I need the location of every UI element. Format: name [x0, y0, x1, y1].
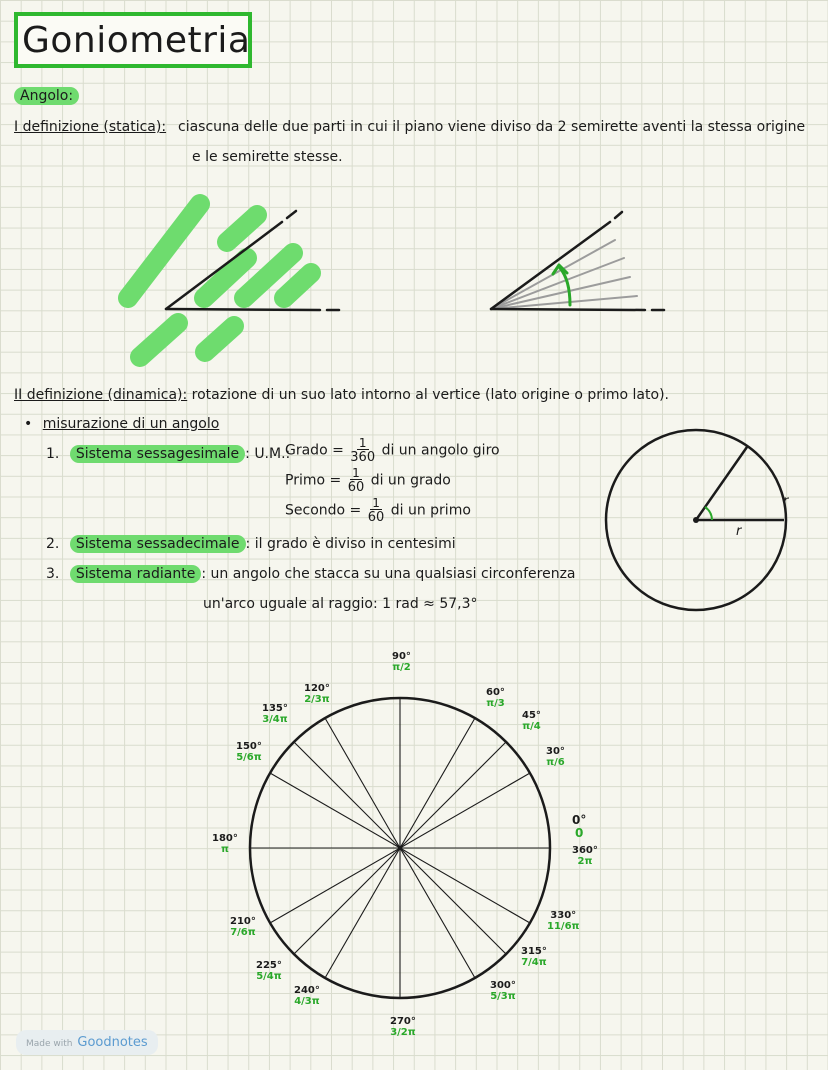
def1-text-line1: ciascuna delle due parti in cui il piano viene diviso da 2 semirette aventi la stessa origine [178, 119, 806, 135]
page-title: Goniometria [22, 20, 251, 61]
label-270: 270° 3/2π [390, 1016, 416, 1038]
label-330: 330° 11/6π [547, 910, 580, 932]
list-item-sep: : [245, 446, 250, 462]
label-180: 180° π [212, 833, 238, 855]
grado-row [285, 437, 500, 464]
def1-text-line2: e le semirette stesse. [192, 149, 343, 165]
secondo-label: Secondo = [285, 502, 362, 519]
fraction-denominator: 60 [367, 510, 385, 525]
label-45: 45° π/4 [522, 710, 541, 732]
fraction-numerator: 1 [358, 436, 367, 450]
label-135: 135° 3/4π [262, 703, 288, 725]
label-0: 0° 0 [572, 813, 587, 840]
list-item-sessagesimale [46, 446, 290, 462]
list-item-number: 3. [46, 566, 60, 582]
list-item-label: Sistema sessagesimale [70, 445, 245, 463]
label-120: 120° 2/3π [304, 683, 330, 705]
def2 [14, 387, 669, 403]
list-item-label: Sistema sessadecimale [70, 535, 246, 553]
label-210: 210° 7/6π [230, 916, 256, 938]
secondo-text: di un primo [390, 502, 471, 519]
measure-heading-text: misurazione di un angolo [42, 416, 220, 432]
primo-fraction [348, 467, 365, 494]
um-label: U.M.: [254, 446, 291, 462]
label-315: 315° 7/4π [521, 946, 547, 968]
radian-definition: un'arco uguale al raggio: 1 rad ≈ 57,3° [203, 596, 478, 612]
primo-row [285, 467, 451, 494]
label-60: 60° π/3 [486, 687, 505, 709]
list-item-sessadecimale [46, 536, 456, 552]
list-item-number: 1. [46, 446, 60, 462]
label-240: 240° 4/3π [294, 985, 320, 1007]
section-heading [14, 88, 79, 104]
list-item-radiante [46, 566, 576, 582]
grado-fraction [350, 437, 375, 464]
fraction-numerator: 1 [372, 496, 380, 510]
grado-label: Grado = [285, 442, 344, 459]
section-label: Angolo: [14, 87, 79, 105]
label-360: 360° 2π [572, 845, 598, 867]
arc-label: r [783, 494, 789, 509]
badge-made-with: Made with [26, 1039, 73, 1049]
fraction-denominator: 60 [347, 480, 365, 495]
secondo-fraction [368, 497, 385, 524]
primo-text: di un grado [370, 472, 451, 489]
def2-text: rotazione di un suo lato intorno al vertice (lato origine o primo lato). [191, 387, 669, 403]
primo-label: Primo = [285, 472, 342, 489]
list-item-text: : un angolo che stacca su una qualsiasi circonferenza [201, 566, 576, 582]
angle-lines [251, 699, 549, 997]
fraction-numerator: 1 [352, 466, 360, 480]
def2-label: II definizione (dinamica): [14, 387, 188, 403]
def1-label: I definizione (statica): [14, 119, 167, 135]
label-90: 90° π/2 [392, 651, 411, 673]
list-item-text: : il grado è diviso in centesimi [245, 536, 456, 552]
label-300: 300° 5/3π [490, 980, 516, 1002]
label-225: 225° 5/4π [256, 960, 282, 982]
goodnotes-badge[interactable] [16, 1030, 158, 1055]
radius-label: r [736, 524, 742, 539]
label-150: 150° 5/6π [236, 741, 262, 763]
badge-brand: Goodnotes [77, 1035, 148, 1050]
list-item-number: 2. [46, 536, 60, 552]
measure-heading [24, 416, 219, 432]
grado-text: di un angolo giro [381, 442, 500, 459]
label-30: 30° π/6 [546, 746, 565, 768]
secondo-row [285, 497, 471, 524]
fraction-denominator: 360 [350, 450, 376, 465]
bullet: • [24, 416, 33, 432]
list-item-label: Sistema radiante [70, 565, 202, 583]
